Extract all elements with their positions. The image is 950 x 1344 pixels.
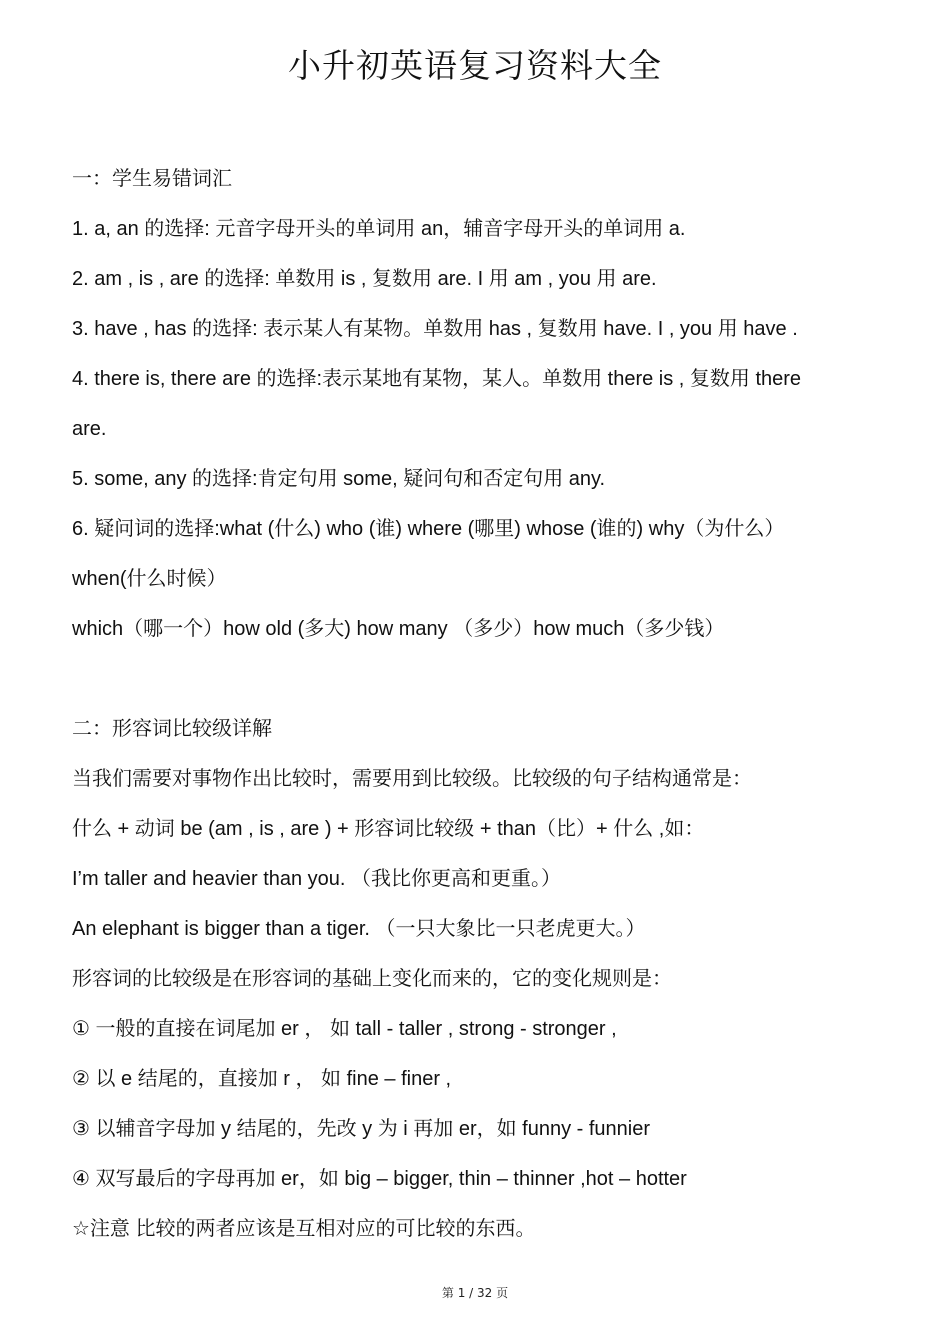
section-heading-vocabulary: 一：学生易错词汇 [72,168,232,190]
rule-item: ③ 以辅音字母加 y 结尾的，先改 y 为 i 再加 er，如 funny - funnier [72,1118,651,1140]
body-line: 1. a, an 的选择: 元音字母开头的单词用 an，辅音字母开头的单词用 a. [72,218,686,240]
document-title: 小升初英语复习资料大全 [288,46,662,85]
page-number: 第 1 / 32 页 [441,1286,509,1300]
body-line: 5. some, any 的选择:肯定句用 some, 疑问句和否定句用 any. [72,468,606,490]
body-line: 当我们需要对事物作出比较时，需要用到比较级。比较级的句子结构通常是： [72,768,752,790]
rule-item: ④ 双写最后的字母再加 er，如 big – bigger, thin – thinner ,hot – hotter [72,1168,687,1190]
body-line: 3. have , has 的选择: 表示某人有某物。单数用 has , 复数用 have. I , you 用 have . [72,318,798,340]
body-line: which（哪一个）how old (多大) how many （多少）how much（多少钱） [72,618,725,640]
section-heading-comparatives: 二：形容词比较级详解 [72,718,272,740]
body-line: An elephant is bigger than a tiger. （一只大象比一只老虎更大。） [72,918,646,940]
body-line: 4. there is, there are 的选择:表示某地有某物，某人。单数用 there is , 复数用 there [72,368,802,390]
note-line: ☆注意 比较的两者应该是互相对应的可比较的东西。 [72,1218,536,1240]
rule-item: ② 以 e 结尾的，直接加 r ， 如 fine – finer , [72,1068,452,1090]
blank-line [72,654,902,704]
body-line: I’m taller and heavier than you. （我比你更高和更重。） [72,868,562,890]
body-line: 形容词的比较级是在形容词的基础上变化而来的，它的变化规则是： [72,968,672,990]
body-line: 6. 疑问词的选择:what (什么) who (谁) where (哪里) whose (谁的) why（为什么） [72,518,785,540]
rule-item: ① 一般的直接在词尾加 er ， 如 tall - taller , strong - stronger , [72,1018,617,1040]
body-line: are. [72,418,107,440]
document-body [72,154,902,1254]
body-line: 什么 + 动词 be (am , is , are ) + 形容词比较级 + than（比）+ 什么 ,如： [72,818,705,840]
body-line: 2. am , is , are 的选择: 单数用 is , 复数用 are. I 用 am , you 用 are. [72,268,657,290]
body-line: when(什么时候） [72,568,227,590]
